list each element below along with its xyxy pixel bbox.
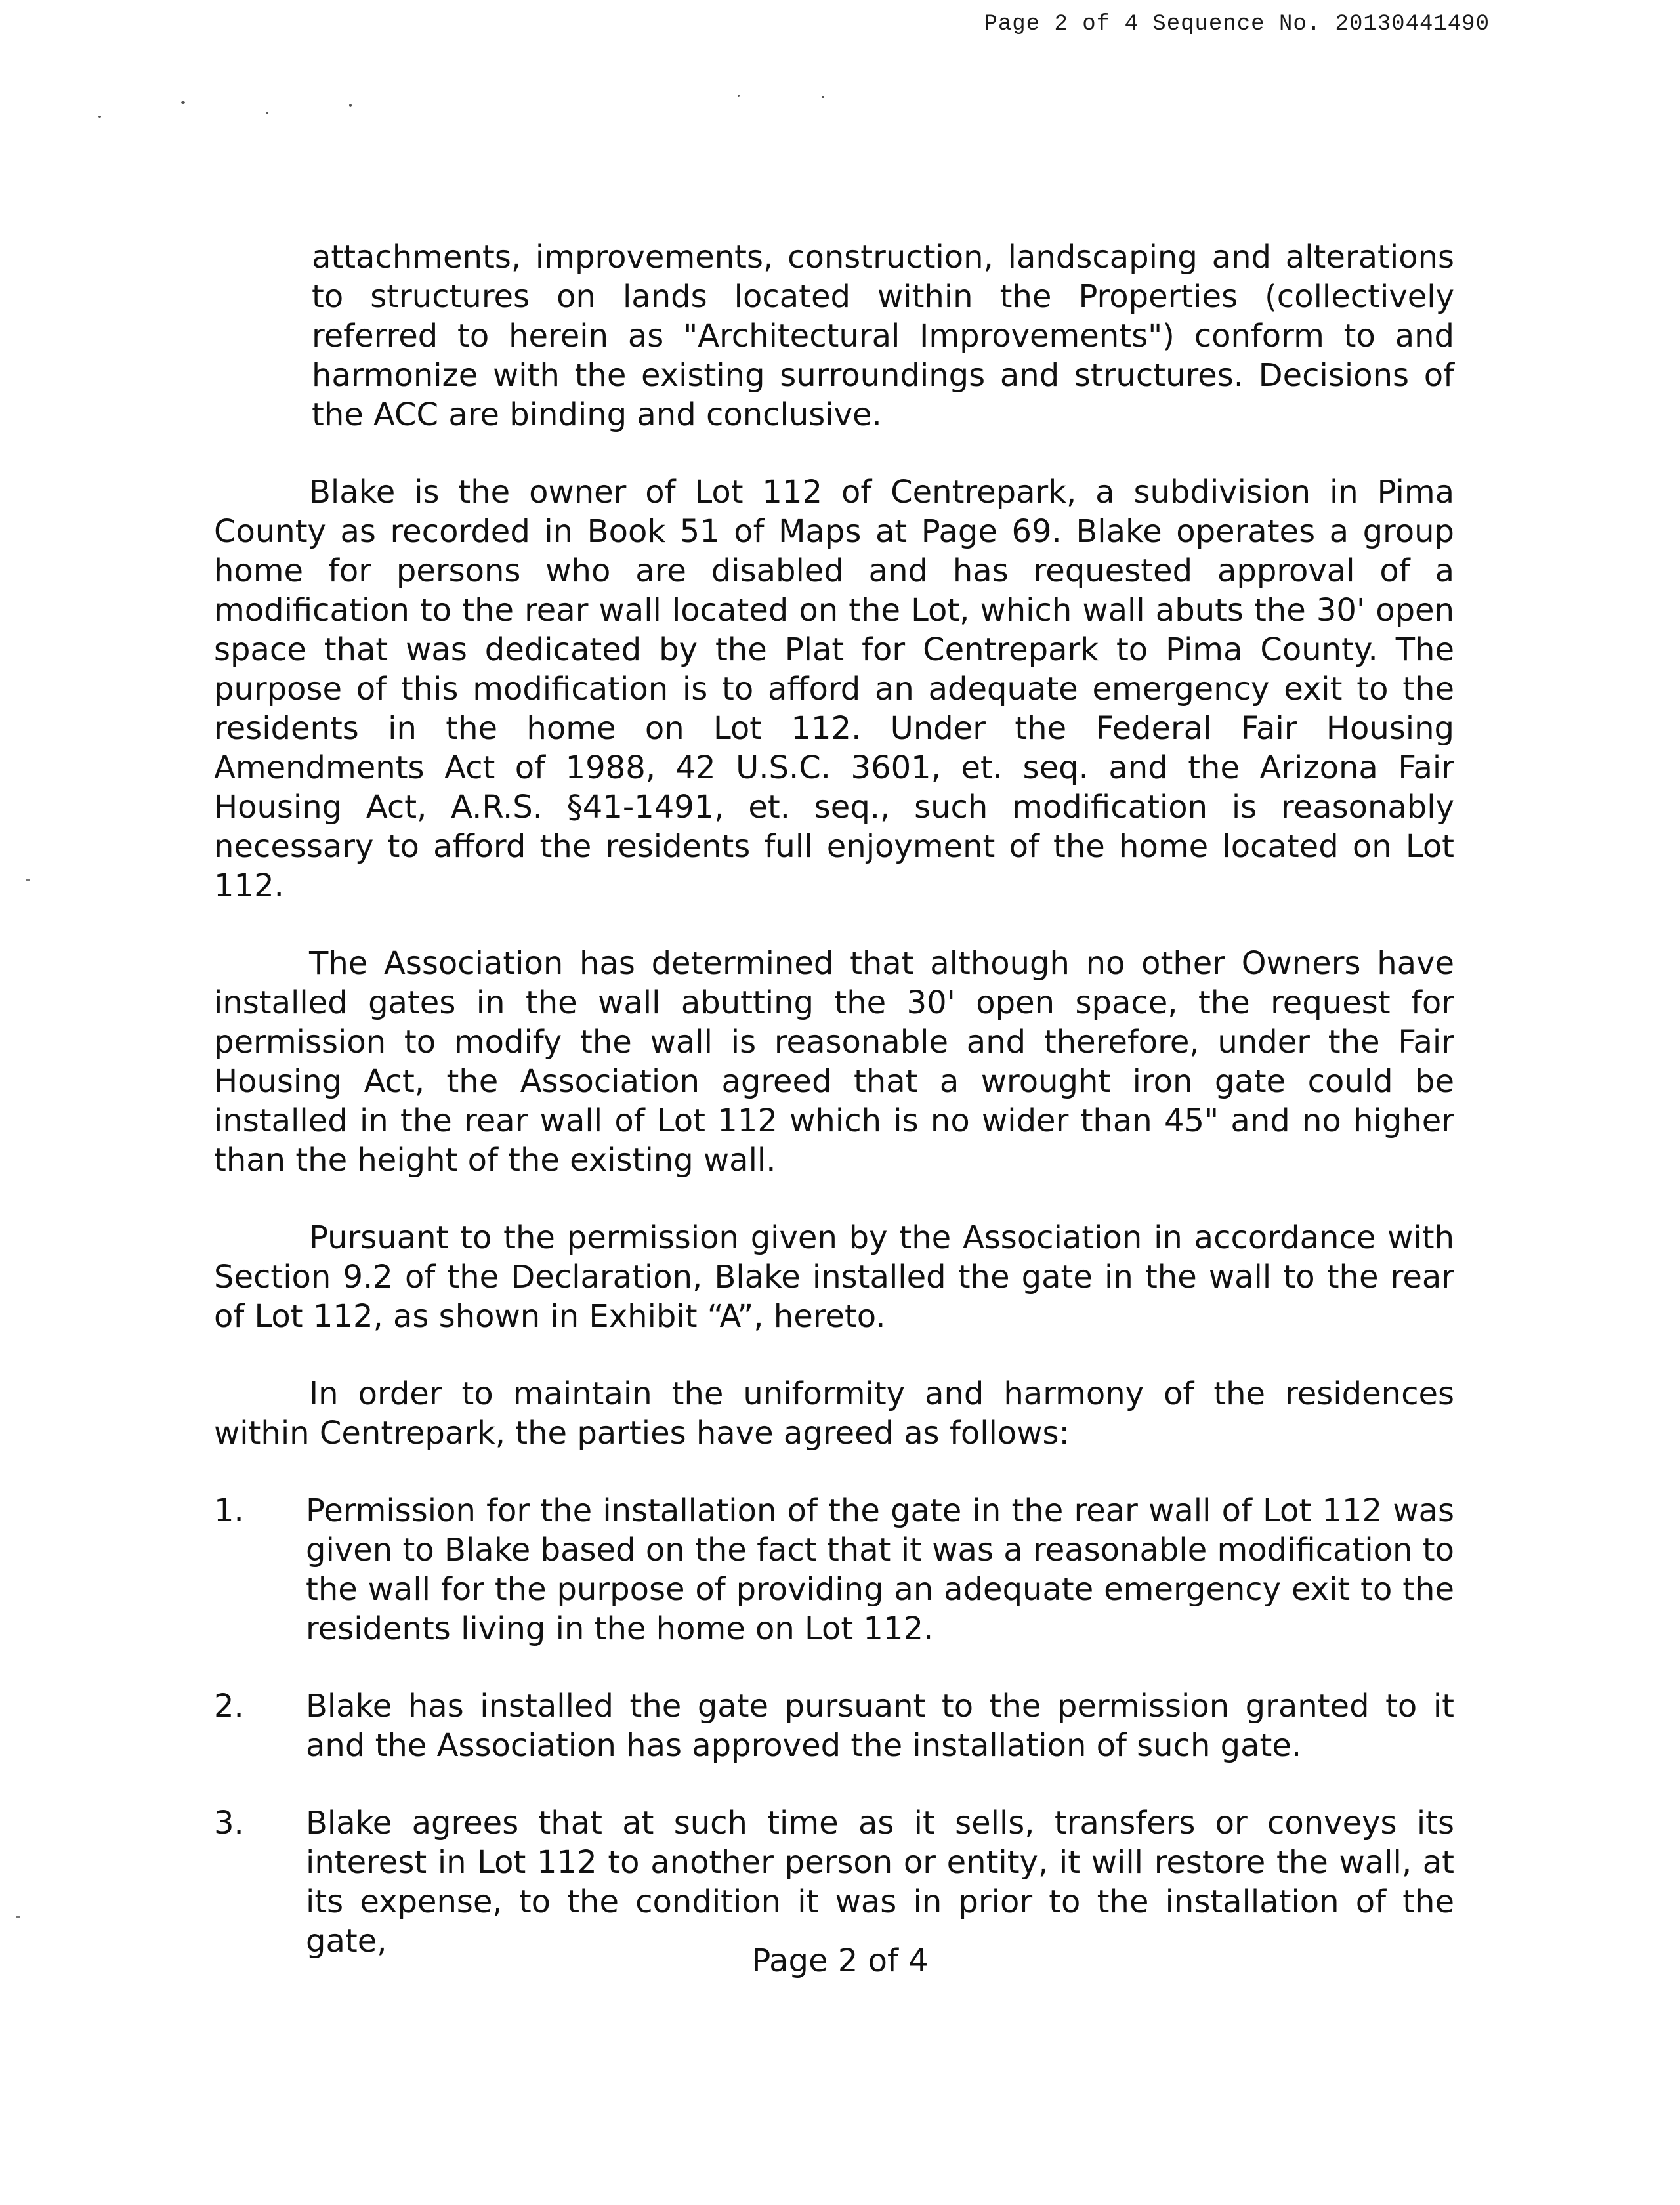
scan-specks bbox=[0, 85, 1680, 138]
scan-mark bbox=[16, 1916, 20, 1918]
paragraph-gate-installed: Pursuant to the permission given by the Association in accordance with Section 9.2 of the Declaration, Blake installed the gate in the wall to the rear of Lot 112, as shown in Exhibit “A”, hereto. bbox=[214, 1219, 1454, 1335]
list-item bbox=[214, 1803, 1454, 1961]
paragraph-association-determination: The Association has determined that although no other Owners have installed gates in the wall abutting the 30' open space, the request for permission to modify the wall is reasonable and therefore, under the Fair Housing Act, the Association agreed that a wrought iron gate could be installed in the rear wall of Lot 112 which is no wider than 45" and no higher than the height of the existing wall. bbox=[214, 945, 1454, 1179]
list-item bbox=[214, 1491, 1454, 1648]
list-item-text: Blake has installed the gate pursuant to the permission granted to it and the Association has approved the installation of such gate. bbox=[306, 1688, 1454, 1764]
paragraph-lot-ownership: Blake is the owner of Lot 112 of Centrepark, a subdivision in Pima County as recorded in Book 51 of Maps at Page 69. Blake operates a group home for persons who are disabled and has requested approval of a modification to the rear wall located on the Lot, which wall abuts the 30' open space that was dedicated by the Plat for Centrepark to Pima County. The purpose of this modification is to afford an adequate emergency exit to the residents in the home on Lot 112. Under the Federal Fair Housing Amendments Act of 1988, 42 U.S.C. 3601, et. seq. and the Arizona Fair Housing Act, A.R.S. §41-1491, et. seq., such modification is reasonably necessary to afford the residents full enjoyment of the home located on Lot 112. bbox=[214, 474, 1454, 904]
list-item bbox=[214, 1687, 1454, 1765]
paragraph-agreement-intro: In order to maintain the uniformity and harmony of the residences within Centrepark, the parties have agreed as follows: bbox=[214, 1376, 1454, 1452]
list-item-text: Blake agrees that at such time as it sells, transfers or conveys its interest in Lot 112 to another person or entity, it will restore the wall, at its expense, to the condition it was in prior to the installation of the gate, bbox=[306, 1805, 1454, 1960]
list-item-number: 2. bbox=[214, 1688, 244, 1725]
list-item-number: 3. bbox=[214, 1805, 244, 1841]
document-body bbox=[214, 238, 1454, 1999]
page-footer: Page 2 of 4 bbox=[751, 1942, 929, 1979]
recording-stamp: Page 2 of 4 Sequence No. 20130441490 bbox=[984, 12, 1490, 37]
list-item-number: 1. bbox=[214, 1492, 244, 1529]
list-item-text: Permission for the installation of the gate in the rear wall of Lot 112 was given to Blake based on the fact that it was a reasonable modification to the wall for the purpose of providing an adequate emergency exit to the residents living in the home on Lot 112. bbox=[306, 1492, 1454, 1647]
paragraph-continued: attachments, improvements, construction, landscaping and alterations to structures on lands located within the Properties (collectively referred to herein as "Architectural Improvements") conform to and harmonize with the existing surroundings and structures. Decisions of the ACC are binding and conclusive. bbox=[312, 239, 1454, 433]
scan-mark bbox=[26, 879, 30, 881]
